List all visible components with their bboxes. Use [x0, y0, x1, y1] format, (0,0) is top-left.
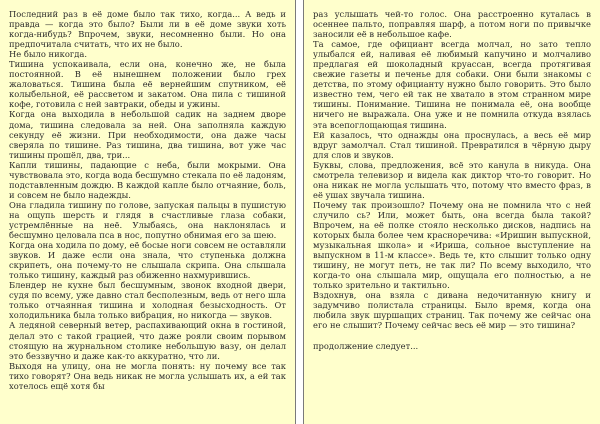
right-paragraph-4: Буквы, слова, предложения, всё это канула в никуда. Она смотрела телевизор и видела как диктор что-то говорит. Но она никак не могла услышать что, потому что вместо фраз, в её ушах звучала тишина.: [313, 159, 591, 200]
right-paragraph-3: Ей казалось, что однажды она проснулась, а весь её мир вдруг замолчал. Стал тишиной. Превратился в чёрную дыру для слов и звуков.: [313, 129, 591, 160]
left-paragraph-1: Последний раз в её доме было так тихо, когда... А ведь и правда — когда это было? Были ли в её доме звуки хоть когда-нибудь? Впрочем, звуки, несомненно были. Но она предпочитала считать, что их не было.: [9, 9, 286, 50]
right-paragraph-2: Та самое, где официант всегда молчал, но зато тепло улыбался ей, наливая её любимый капучино и молчаливо предлагая ей шоколадный круассан, всегда протягивая свежие газеты и печенье для собаки. Они были знакомы с детства, по этому официанту нужно было говорить. Это было известно тем, чего ей так не хватало в этом странном мире тишины. Понимание. Тишина не понимала её, она вообще ничего не выражала. Она уже и не помнила откуда взялась эта всепоглощающая тишина.: [313, 39, 591, 130]
left-paragraph-8: Блендер не кухне был бесшумным, звонок входной двери, судя по всему, уже давно стал бесполезным, ведь от него шла только отчаянная тишина и холодная безысходность. От холодильника была только вибрация, но никогда — звуков.: [9, 280, 286, 321]
right-paragraph-5: Почему так произошло? Почему она не помнила что с ней случило сь? Или, может быть, она всегда была такой? Впрочем, на её полке стояло несколько дисков, надпись на которых была более чем красноречива: «Иришин выпускной, музыкальная школа» и «Ириша, сольное выступление на выпускном в 11-м классе». Ведь те, кто слышит только одну тишину, не могут петь, не так ли? По всему выходило, что когда-то она слышала мир, ощущала его полностью, а не только зрительно и тактильно.: [313, 199, 591, 291]
right-paragraph-1: раз услышать чей-то голос. Она расстроенно куталась в осеннее пальто, поправляя шарф, а потом ноги по привычке заносили её в небольшое кафе.: [313, 9, 591, 40]
left-paragraph-4: Когда она выходила в небольшой садик на заднем дворе дома, тишина следовала за ней. Она заполняла каждую секунду её жизни. При необходимости, она даже часы сверяла по тишине. Раз тишина, два тишина, вот уже час тишины прошёл, два, три...: [9, 109, 286, 160]
continuation-note: продолжение следует...: [313, 340, 419, 351]
right-paragraph-6: Вздохнув, она взяла с дивана недочитанную книгу и задумчиво полистала страницы. Было время, когда она любила звук шуршащих страниц. Так почему же сейчас она его не слышит? Почему сейчас весь её мир — это тишина?: [313, 290, 591, 331]
left-paragraph-10: Выходя на улицу, она не могла понять: ну почему все так тихо говорят? Она ведь никак не могла услышать их, а ей так хотелось ещё хотя бы: [9, 360, 286, 391]
left-paragraph-9: А ледяной северный ветер, распахивающий окна в гостиной, делал это с такой грацией, что даже рояли своим порывом стоящую на журнальном столике небольшую вазу, он делал это беззвучно и даже как-то аккуратно, что ли.: [9, 320, 286, 361]
right-page: [303, 0, 600, 424]
left-page: [0, 0, 296, 424]
left-paragraph-2: Не было никогда.: [9, 49, 88, 60]
left-paragraph-5: Капли тишины, падающие с неба, были мокрыми. Она чувствовала это, когда вода бесшумно стекала по её ладоням, подставленным дождю. В каждой капле было отчаяние, боль, и совсем не было надежды.: [9, 159, 286, 200]
left-paragraph-7: Когда она ходила по дому, её босые ноги совсем не оставляли звуков. И даже если она знала, что ступенька должна скрипеть, она почему-то не слышала скрипа. Она слышала только тишину, каждый раз обиженно нахмурившись.: [9, 240, 286, 281]
left-paragraph-6: Она гладила тишину по голове, запуская пальцы в пушистую на ощупь шерсть и глядя в счастливые глаза собаки, устремлённые на неё. Улыбаясь, она наклонялась и бесшумно целовала пса в нос, попутно обнимая его за шею.: [9, 199, 286, 241]
left-paragraph-3: Тишина успокаивала, если она, конечно же, не была постоянной. В её нынешнем положении было грех жаловаться. Тишина была её вернейшим спутником, её колыбельной, её рассветом и закатом. Она пила с тишиной кофе, готовила с ней завтраки, обеды и ужины.: [9, 59, 286, 110]
